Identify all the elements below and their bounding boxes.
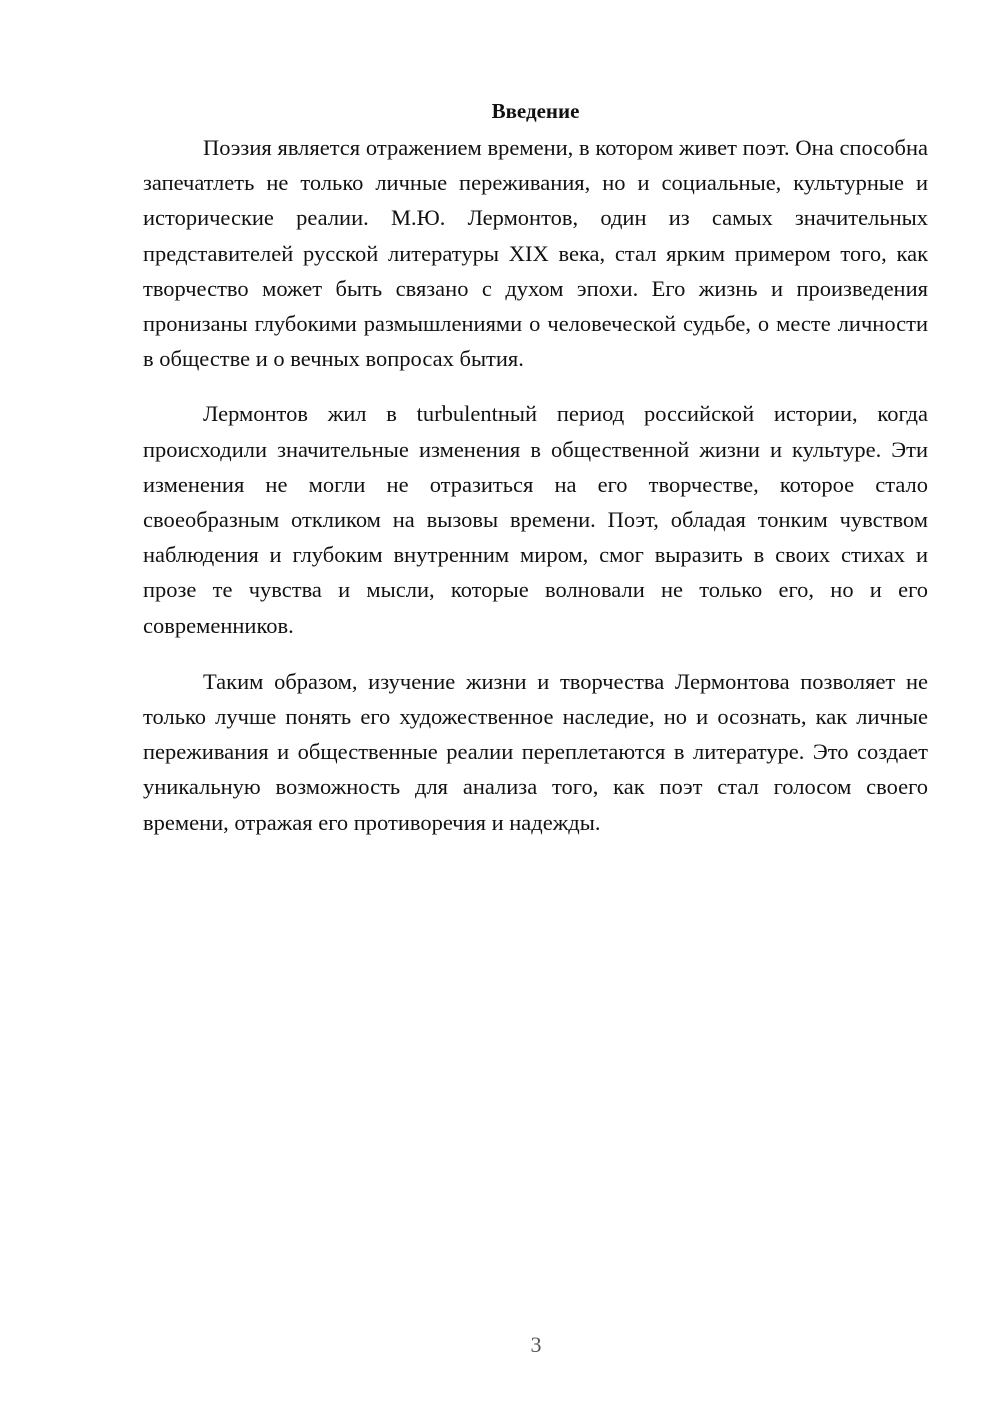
page-content [143, 96, 928, 840]
section-heading: Введение [491, 99, 580, 123]
page-number: 3 [530, 1332, 542, 1357]
paragraph-3: Таким образом, изучение жизни и творчества Лермонтова позволяет не только лучше понять его художественное наследие, но и осознать, как личные переживания и общественные реалии переплетаются в литературе. Это создает уникальную возможность для анализа того, как поэт стал голосом своего времени, отражая его противоречия и надежды. [143, 668, 928, 835]
paragraph-2: Лермонтов жил в turbulentный период российской истории, когда происходили значительные изменения в общественной жизни и культуре. Эти изменения не могли не отразиться на его творчестве, которое стало своеобразным откликом на вызовы времени. Поэт, обладая тонким чувством наблюдения и глубоким внутренним миром, смог выразить в своих стихах и прозе те чувства и мысли, которые волновали не только его, но и его современников. [143, 401, 928, 638]
paragraph-1: Поэзия является отражением времени, в котором живет поэт. Она способна запечатлеть не только личные переживания, но и социальные, культурные и исторические реалии. М.Ю. Лермонтов, один из самых значительных представителей русской литературы XIX века, стал ярким примером того, как творчество может быть связано с духом эпохи. Его жизнь и произведения пронизаны глубокими размышлениями о человеческой судьбе, о месте личности в обществе и о вечных вопросах бытия. [143, 135, 928, 372]
